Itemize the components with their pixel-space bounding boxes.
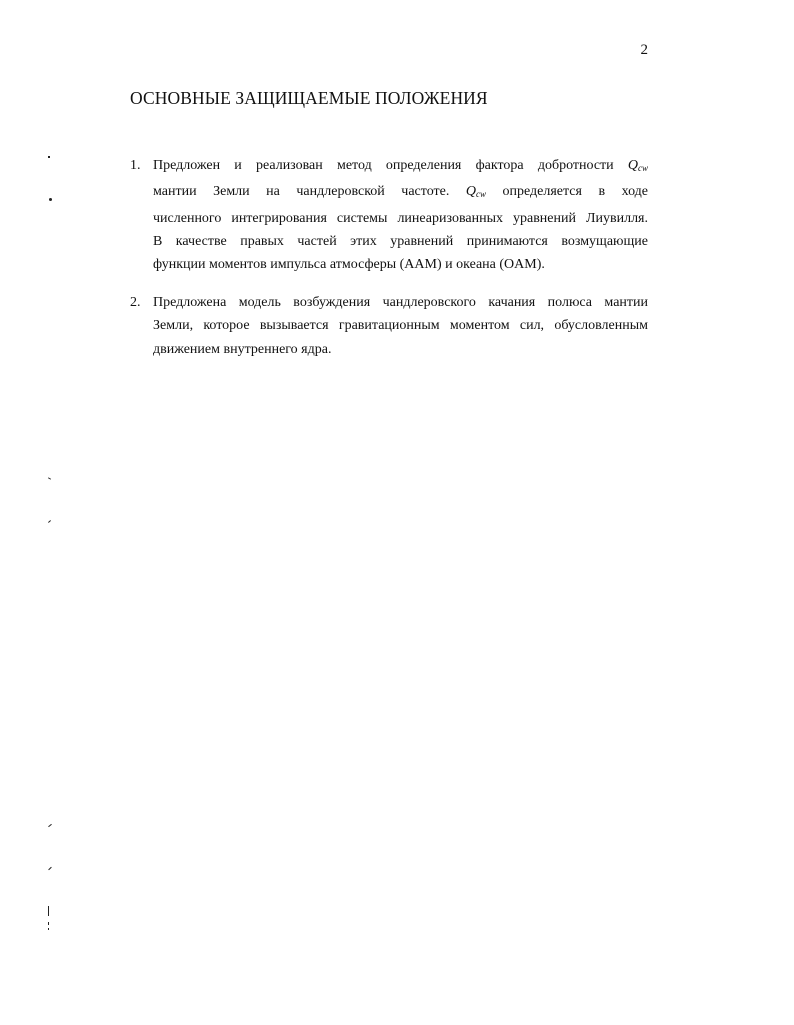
scan-mark: [48, 156, 50, 158]
text-line: В качестве правых частей этих уравнений принимаются возмущающие: [153, 233, 648, 249]
scan-mark: [48, 928, 49, 930]
text-segment: определяется в ходе: [502, 184, 648, 200]
text-line: функции моментов импульса атмосферы (AAM) и океана (OAM).: [153, 257, 545, 273]
q-cw-symbol: $Q_{cw}$: [627, 158, 648, 173]
list-item-number: 1.: [130, 158, 141, 173]
text-line: Земли, которое вызывается гравитационным моментом сил, обусловленным: [153, 318, 648, 334]
scan-mark: [49, 198, 52, 201]
text-line: движением внутреннего ядра.: [153, 341, 332, 357]
text-segment: мантии Земли на чандлеровской частоте.: [153, 184, 450, 200]
scan-mark: [48, 867, 52, 871]
list-item-1: [130, 154, 648, 276]
page-number: 2: [640, 42, 648, 58]
page-heading: ОСНОВНЫЕ ЗАЩИЩАЕМЫЕ ПОЛОЖЕНИЯ: [130, 88, 488, 108]
text-line: [153, 154, 648, 180]
list-item-2: [130, 291, 648, 361]
text-line: численного интегрирования системы линеаризованных уравнений Лиувилля.: [153, 210, 648, 226]
scan-mark: [48, 824, 52, 827]
text-line: [153, 180, 648, 206]
scan-mark: [48, 922, 49, 925]
q-cw-symbol: $Q_{cw}$: [465, 184, 486, 200]
scan-mark: [48, 477, 51, 479]
scan-mark: [48, 906, 49, 916]
scan-mark: [48, 520, 51, 523]
text-segment: Предложен и реализован метод определения фактора добротности: [153, 158, 614, 173]
list-item-number: 2.: [130, 295, 141, 310]
text-line: Предложена модель возбуждения чандлеровского качания полюса мантии: [153, 295, 648, 310]
